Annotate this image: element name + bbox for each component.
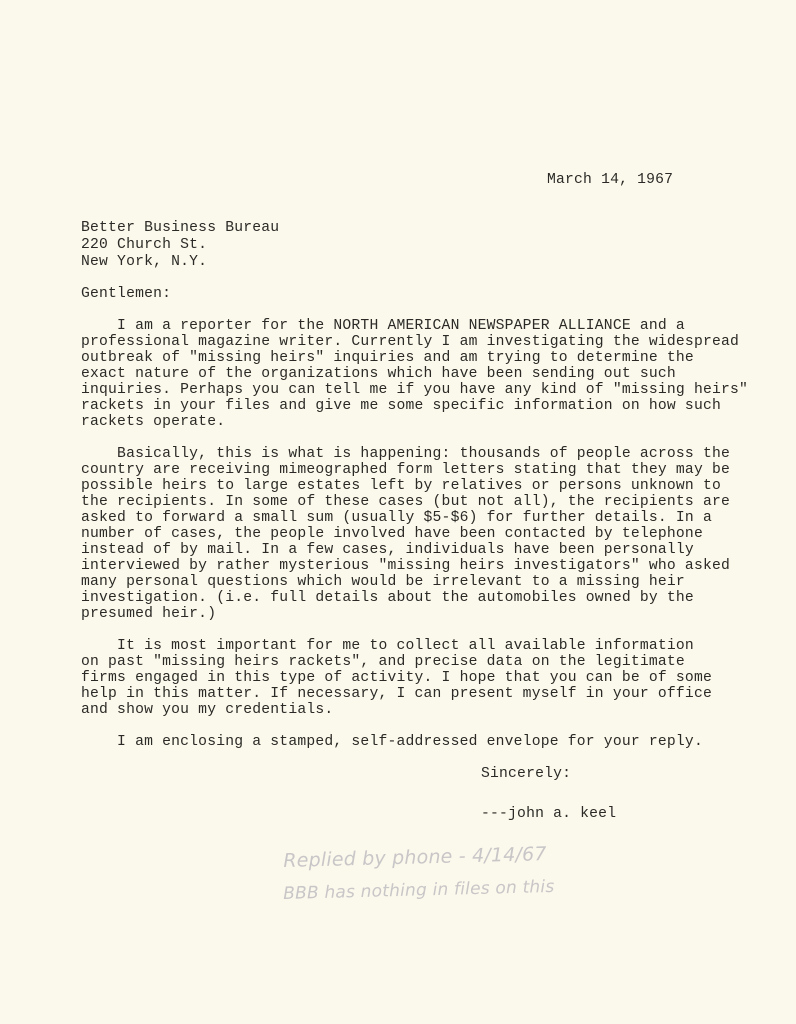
- text-line: presumed heir.): [81, 606, 217, 622]
- paragraph-4: I am enclosing a stamped, self-addressed envelope for your reply.: [81, 734, 703, 750]
- text-line: rackets in your files and give me some specific information on how such: [81, 398, 721, 414]
- handwritten-note-line-2: BBB has nothing in files on this: [283, 876, 555, 904]
- letter-date: March 14, 1967: [547, 172, 674, 188]
- text-line: interviewed by rather mysterious "missing heirs investigators" who asked: [81, 558, 731, 574]
- text-line: rackets operate.: [81, 414, 226, 430]
- text-line: outbreak of "missing heirs" inquiries and am trying to determine the: [81, 350, 694, 366]
- address-line: 220 Church St.: [81, 237, 208, 253]
- handwritten-note-line-1: Replied by phone - 4/14/67: [283, 843, 547, 872]
- text-line: on past "missing heirs rackets", and precise data on the legitimate: [81, 654, 685, 670]
- text-line: and show you my credentials.: [81, 702, 334, 718]
- text-line: professional magazine writer. Currently I am investigating the widespread: [81, 334, 740, 350]
- text-line: investigation. (i.e. full details about the automobiles owned by the: [81, 590, 694, 606]
- text-line: the recipients. In some of these cases (but not all), the recipients are: [81, 494, 731, 510]
- text-line: inquiries. Perhaps you can tell me if you have any kind of "missing heirs": [81, 382, 749, 398]
- text-line: Basically, this is what is happening: thousands of people across the: [81, 446, 731, 462]
- text-line: instead of by mail. In a few cases, individuals have been personally: [81, 542, 694, 558]
- text-line: many personal questions which would be irrelevant to a missing heir: [81, 574, 685, 590]
- closing: Sincerely:: [481, 766, 572, 782]
- text-line: help in this matter. If necessary, I can present myself in your office: [81, 686, 712, 702]
- address-line: New York, N.Y.: [81, 254, 208, 270]
- text-line: possible heirs to large estates left by relatives or persons unknown to: [81, 478, 721, 494]
- text-line: I am a reporter for the NORTH AMERICAN NEWSPAPER ALLIANCE and a: [81, 318, 685, 334]
- salutation: Gentlemen:: [81, 286, 172, 302]
- text-line: exact nature of the organizations which have been sending out such: [81, 366, 676, 382]
- address-line: Better Business Bureau: [81, 220, 280, 236]
- text-line: country are receiving mimeographed form letters stating that they may be: [81, 462, 731, 478]
- text-line: It is most important for me to collect all available information: [81, 638, 694, 654]
- signature: ---john a. keel: [481, 806, 617, 822]
- text-line: number of cases, the people involved have been contacted by telephone: [81, 526, 703, 542]
- text-line: asked to forward a small sum (usually $5-$6) for further details. In a: [81, 510, 712, 526]
- text-line: firms engaged in this type of activity. I hope that you can be of some: [81, 670, 712, 686]
